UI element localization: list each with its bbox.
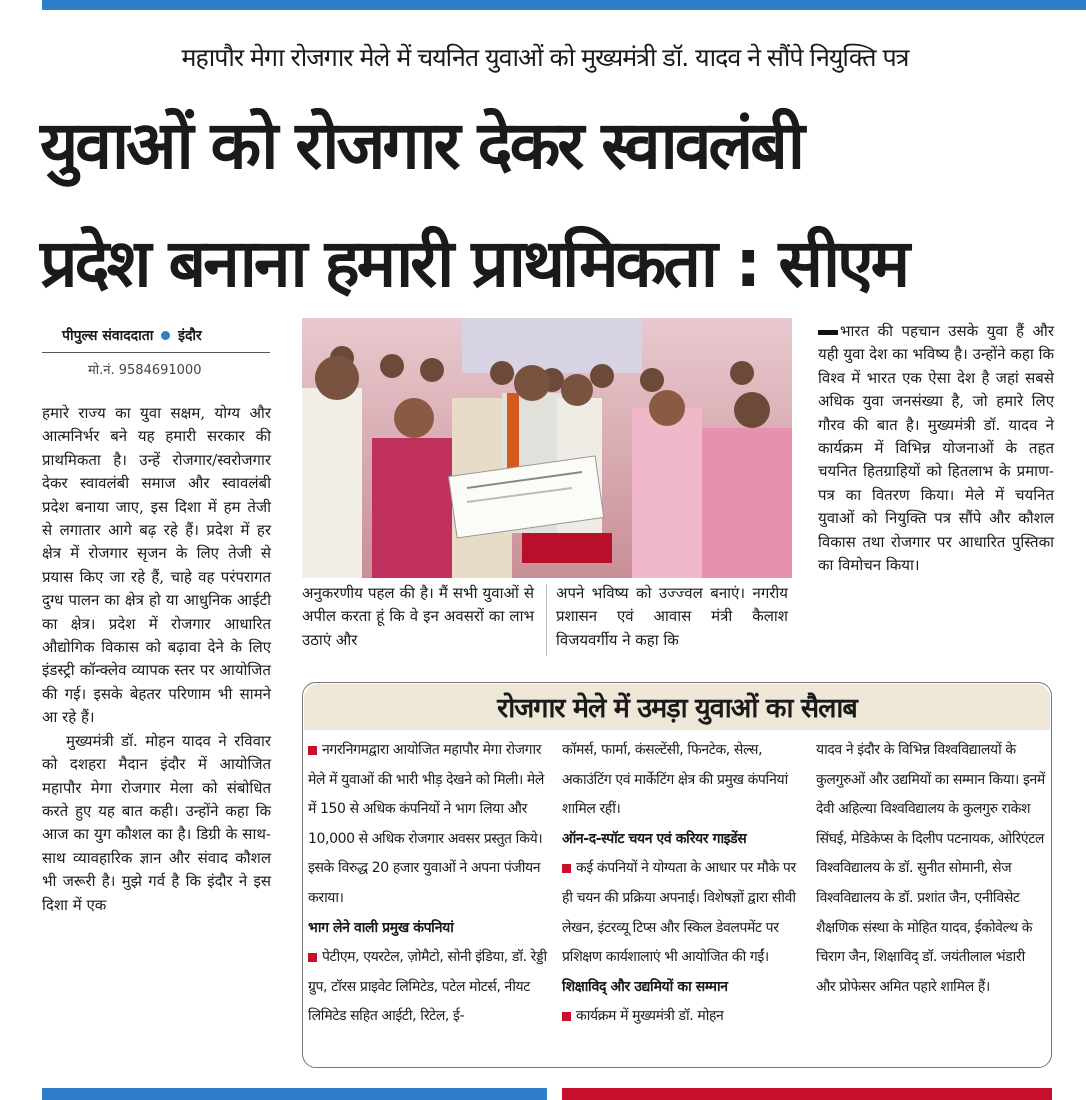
box-col2-para2: कई कंपनियों ने योग्यता के आधार पर मौके पर ही चयन की प्रक्रिया अपनाई। विशेषज्ञों द्वारा सीवी लेखन, इंटरव्यू टिप्स और स्किल डेवलपमेंट पर प्रशिक्षण कार्यशालाएं भी आयोजित की गईं। — [562, 860, 796, 966]
colb1-paragraph: अनुकरणीय पहल की है। मैं सभी युवाओं से अपील करता हूं कि वे इन अवसरों का लाभ उठाएं और — [302, 584, 534, 649]
col3-paragraph: भारत की पहचान उसके युवा हैं और यही युवा देश का भविष्य है। उन्होंने कहा कि विश्व में भारत एक ऐसा देश है जहां सबसे अधिक युवा जनसंख्या है, जो हमारे लिए गौरव की बात है। मुख्यमंत्री डॉ. यादव ने कार्यक्रम में विभिन्न योजनाओं के तहत चयनित हितग्राहियों को हितलाभ के प्रमाण-पत्र का वितरण किया। मेले में चयनित युवाओं को नियुक्ति पत्र सौंपे और कौशल विकास तथा रोजगार पर आधारित पुस्तिका का विमोचन किया। — [818, 322, 1054, 575]
box-col1-para2: पेटीएम, एयरटेल, ज़ोमैटो, सोनी इंडिया, डॉ. रेड्डी ग्रुप, टॉरस प्राइवेट लिमिटेड, पटेल मोटर्स, नीयट लिमिटेड सहित आईटी, रिटेल, ई- — [308, 949, 547, 1025]
red-square-bullet-icon — [308, 746, 317, 755]
box-col2-para1: कॉमर्स, फार्मा, कंसल्टेंसी, फिनटेक, सेल्स, अकाउंटिंग एवं मार्केटिंग क्षेत्र की प्रमुख कंपनियां शामिल रहीं। — [562, 742, 788, 818]
column-divider — [546, 584, 547, 656]
byline-dot-icon — [161, 331, 170, 340]
byline-agency: पीपुल्स संवाददाता — [62, 328, 154, 344]
top-color-bar — [42, 0, 1086, 10]
box-column-1 — [308, 736, 552, 1032]
box-col1-subhead: भाग लेने वाली प्रमुख कंपनियां — [308, 919, 454, 936]
colb2-paragraph: अपने भविष्य को उज्ज्वल बनाएं। नगरीय प्रशासन एवं आवास मंत्री कैलाश विजयवर्गीय ने कहा कि — [556, 584, 788, 649]
article-column-below-photo-2 — [556, 582, 788, 652]
red-square-bullet-icon — [308, 953, 317, 962]
byline-phone: मो.नं. 9584691000 — [88, 363, 202, 378]
article-column-1 — [42, 402, 271, 917]
byline — [62, 326, 252, 345]
red-square-bullet-icon — [562, 1012, 571, 1021]
sidebar-box-title: रोजगार मेले में उमड़ा युवाओं का सैलाब — [497, 693, 857, 724]
box-column-3 — [816, 736, 1048, 1002]
box-col2-para3: कार्यक्रम में मुख्यमंत्री डॉ. मोहन — [576, 1008, 724, 1025]
box-col1-para1: नगरनिगमद्वारा आयोजित महापौर मेगा रोजगार मेले में युवाओं की भारी भीड़ देखने को मिली। मेले में 150 से अधिक कंपनियों ने भाग लिया और 10,000 से अधिक रोजगार अवसर प्रस्तुत किये। इसके विरुद्ध 20 हजार युवाओं ने अपना पंजीयन कराया। — [308, 742, 545, 906]
box-col2-subhead-2: शिक्षाविद् और उद्यमियों का सम्मान — [562, 978, 728, 995]
box-col3-para1: यादव ने इंदौर के विभिन्न विश्वविद्यालयों के कुलगुरुओं और उद्यमियों का सम्मान किया। इनमें देवी अहिल्या विश्वविद्यालय के कुलगुरु राकेश सिंघई, मेडिकेप्स के दिलीप पटनायक, ओरिएंटल विश्वविद्यालय के डॉ. सुनीत सोमानी, सेज विश्वविद्यालय के डॉ. प्रशांत जैन, एनीविसेट शैक्षणिक संस्था के मोहित यादव, ईकोवेल्थ के चिराग जैन, शिक्षाविद् डॉ. जयंतीलाल भंडारी और प्रोफेसर अमित पहारे शामिल हैं। — [816, 742, 1045, 995]
main-headline-line1: युवाओं को रोजगार देकर स्वावलंबी — [40, 107, 802, 184]
kicker-headline: महापौर मेगा रोजगार मेले में चयनित युवाओं को मुख्यमंत्री डॉ. यादव ने सौंपे नियुक्ति पत्र — [181, 43, 909, 72]
box-column-2 — [562, 736, 798, 1032]
byline-rule — [42, 352, 270, 353]
box-col2-subhead-1: ऑन-द-स्पॉट चयन एवं करियर गाइडेंस — [562, 830, 747, 847]
byline-city: इंदौर — [178, 328, 202, 344]
red-square-bullet-icon — [562, 864, 571, 873]
article-column-3 — [818, 320, 1054, 577]
bottom-blue-bar — [42, 1088, 547, 1100]
main-headline-line2: प्रदेश बनाना हमारी प्राथमिकता : सीएम — [40, 225, 908, 302]
news-photo — [302, 318, 792, 578]
article-column-below-photo-1 — [302, 582, 534, 652]
photo-illustration — [302, 318, 792, 578]
col1-paragraph-1: हमारे राज्य का युवा सक्षम, योग्य और आत्मनिर्भर बने यह हमारी सरकार की प्राथमिकता है। उन्हें रोजगार/स्वरोजगार देकर स्वावलंबी समाज और स्वावलंबी प्रदेश बनाया जाए, इस दिशा में हम तेजी से लगातार आगे बढ़ रहे हैं। प्रदेश में हर क्षेत्र में रोजगार सृजन के लिए तेजी से प्रयास किए जा रहे हैं, चाहे वह परंपरागत दुग्ध पालन का क्षेत्र हो या आधुनिक आईटी का क्षेत्र। प्रदेश में रोजगार आधारित औद्योगिक विकास को बढ़ावा देने के लिए इंडस्ट्री कॉन्क्लेव व्यापक स्तर पर आयोजित की गई। इसके बेहतर परिणाम भी सामने आ रहे हैं। — [42, 404, 271, 727]
bottom-red-bar — [562, 1088, 1052, 1100]
column-start-bar — [818, 330, 838, 335]
col1-paragraph-2: मुख्यमंत्री डॉ. मोहन यादव ने रविवार को दशहरा मैदान इंदौर में आयोजित महापौर मेगा रोजगार मेला को संबोधित करते हुए यह बात कही। उन्होंने कहा कि आज का युग कौशल का है। डिग्री के साथ-साथ व्यावहारिक ज्ञान और संवाद कौशल भी जरूरी है। मुझे गर्व है कि इंदौर ने इस दिशा में एक — [42, 731, 271, 914]
